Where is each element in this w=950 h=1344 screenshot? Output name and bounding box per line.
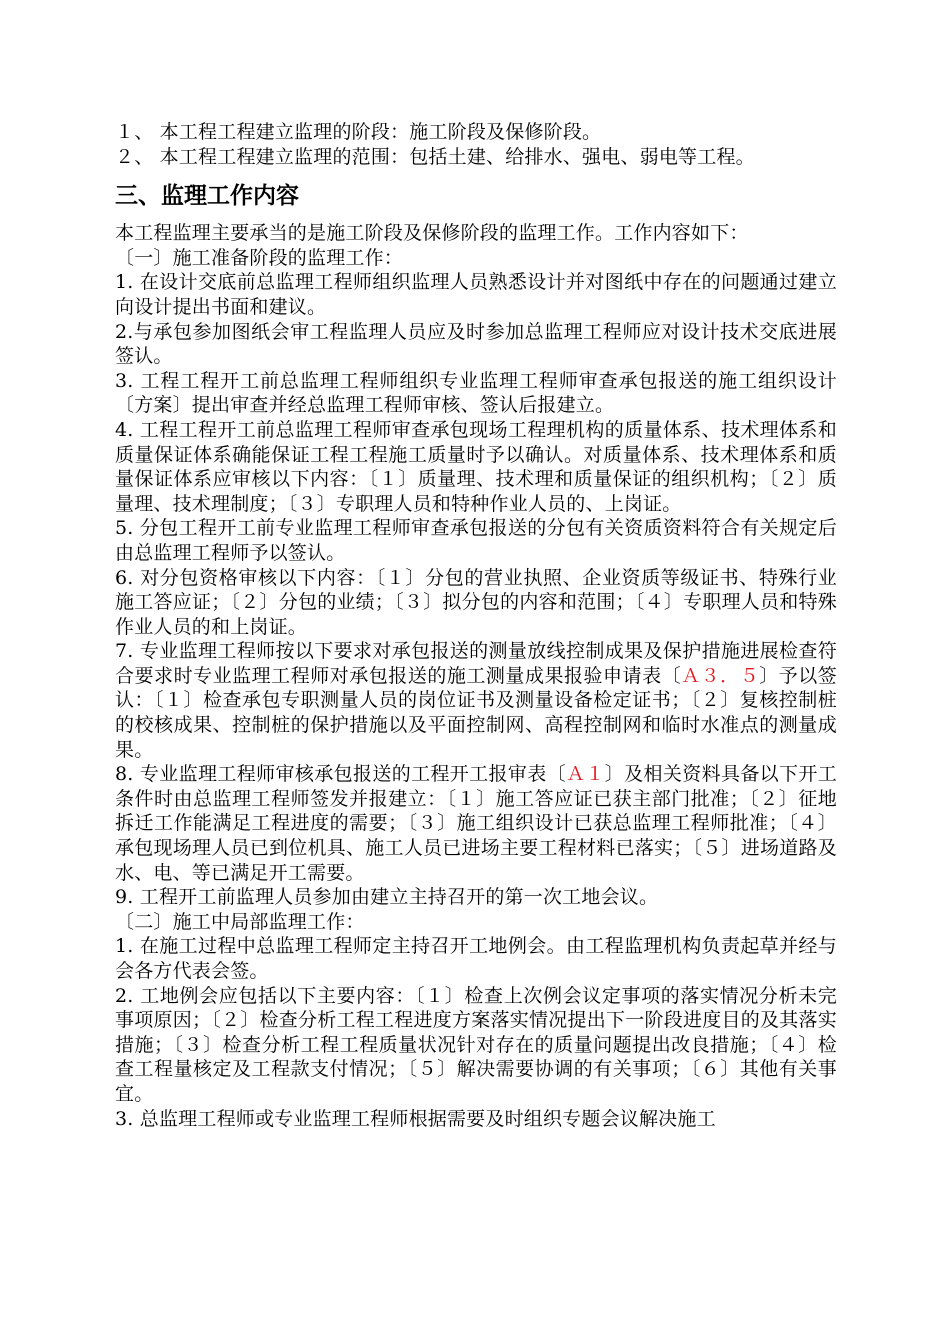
list-item: 2.与承包参加图纸会审工程监理人员应及时参加总监理工程师应对设计技术交底进展签认。: [115, 320, 837, 368]
item7-text-before: 7. 专业监理工程师按以下要求对承包报送的测量放线控制成果及保护措施进展检查符合要求时专业监理工程师对承包报送的施工测量成果报验申请表〔: [115, 640, 837, 687]
list-item: 6. 对分包资格审核以下内容：〔１〕分包的营业执照、企业资质等级证书、特殊行业施工答应证；〔２〕分包的业绩；〔３〕拟分包的内容和范围；〔４〕专职理人员和特殊作业人员的和上岗证。: [115, 566, 837, 638]
scope-range: ２、 本工程工程建立监理的范围：包括土建、给排水、强电、弱电等工程。: [115, 145, 755, 168]
scope-stage: １、 本工程工程建立监理的阶段：施工阶段及保修阶段。: [115, 121, 602, 143]
list-item: 1. 在施工过程中总监理工程师定主持召开工地例会。由工程监理机构负责起草并经与会各方代表会签。: [115, 935, 837, 982]
document-page: [115, 120, 837, 1131]
item8-text-before: 8. 专业监理工程师审核承包报送的工程开工报审表〔: [115, 763, 567, 786]
list-item: 3. 总监理工程师或专业监理工程师根据需要及时组织专题会议解决施工: [115, 1107, 716, 1130]
list-item: 2. 工地例会应包括以下主要内容：〔１〕检查上次例会议定事项的落实情况分析未完事项原因；〔２〕检查分析工程工程进度方案落实情况提出下一阶段进度目的及其落实措施；〔３〕检查分析工程工程质量状况针对存在的质量问题提出改良措施；〔４〕检查工程量核定及工程款支付情况；〔５〕解决需要协调的有关事项；〔６〕其他有关事宜。: [115, 984, 837, 1105]
list-item: 1. 在设计交底前总监理工程师组织监理人员熟悉设计并对图纸中存在的问题通过建立向设计提出书面和建议。: [115, 271, 837, 318]
list-item: 3. 工程工程开工前总监理工程师组织专业监理工程师审查承包报送的施工组织设计〔方案〕提出审查并经总监理工程师审核、签认后报建立。: [115, 369, 837, 417]
list-item-8: [115, 762, 837, 885]
form-code-a35: Ａ３．５: [681, 664, 760, 687]
list-item-9: 9. 工程开工前监理人员参加由建立主持召开的第一次工地会议。: [115, 886, 659, 909]
list-item: 5. 分包工程开工前专业监理工程师审查承包报送的分包有关资质资料符合有关规定后由总监理工程师予以签认。: [115, 517, 837, 564]
section-title: 三、监理工作内容: [115, 183, 299, 210]
item7-text-after: 〕予以签认：〔１〕检查承包专职测量人员的岗位证书及测量设备检定证书；〔２〕复核控制桩的校核成果、控制桩的保护措施以及平面控制网、高程控制网和临时水准点的测量成果。: [115, 664, 837, 761]
subsection-title-preparation: 〔一〕施工准备阶段的监理工作：: [115, 246, 404, 269]
intro-paragraph: 本工程监理主要承当的是施工阶段及保修阶段的监理工作。工作内容如下：: [115, 222, 749, 245]
list-item: 4. 工程工程开工前总监理工程师审查承包现场工程理机构的质量体系、技术理体系和质量保证体系确能保证工程工程施工质量时予以确认。对质量体系、技术理体系和质量保证体系应审核以下内容：〔１〕质量理、技术理和质量保证的组织机构；〔２〕质量理、技术理制度；〔３〕专职理人员和特种作业人员的、上岗证。: [115, 418, 837, 515]
item8-text-after: 〕及相关资料具备以下开工条件时由总监理工程师签发并报建立：〔１〕施工答应证已获主部门批准；〔２〕征地拆迁工作能满足工程进度的需要；〔３〕施工组织设计已获总监理工程师批准；〔４〕承包现场理人员已到位机具、施工人员已进场主要工程材料已落实；〔５〕进场道路及水、电、等已满足开工需要。: [115, 763, 837, 884]
list-item-7: [115, 639, 837, 762]
form-code-a1: Ａ１: [566, 763, 605, 786]
subsection-title-construction: 〔二〕施工中局部监理工作：: [115, 910, 365, 933]
